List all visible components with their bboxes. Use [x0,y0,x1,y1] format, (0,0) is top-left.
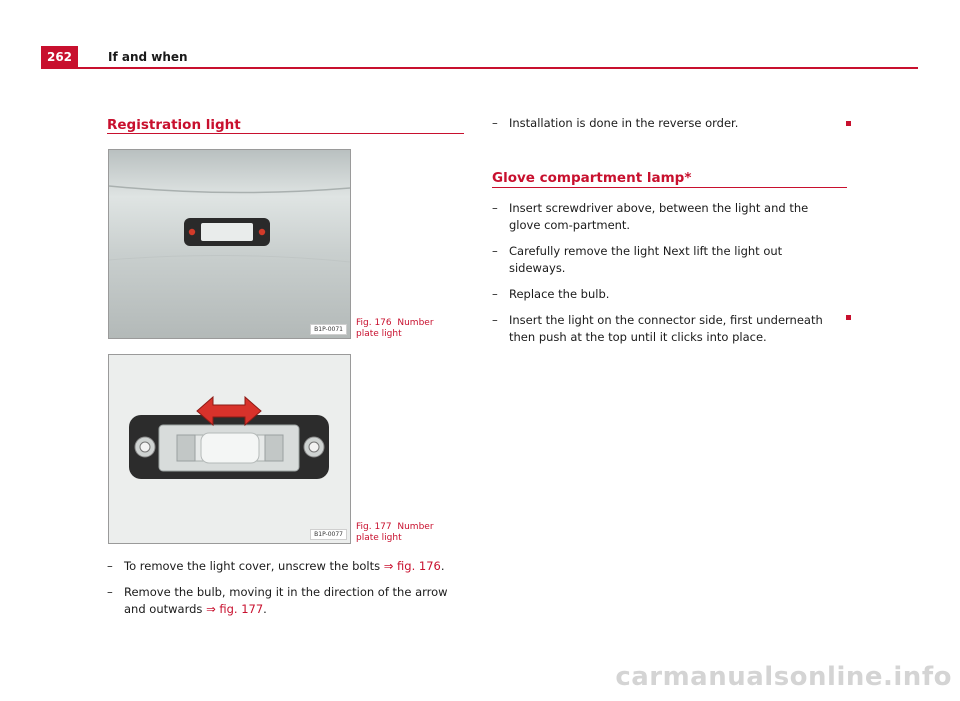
list-item: – Replace the bulb. [492,287,610,301]
list-item: – Carefully remove the light Next lift the light out sideways. [492,244,783,275]
chapter-title: If and when [108,50,188,64]
bulb-removal-diagram [109,355,350,543]
right-steps [492,200,842,346]
watermark-text: carmanualsonline.info [615,662,952,692]
section-title-registration-light: Registration light [107,117,241,133]
figure-177-image [108,354,351,544]
figure-reference-link[interactable]: ⇒ fig. 177 [206,602,264,616]
section-divider [107,133,464,134]
figure-176-caption: Fig. 176 Number plate light [356,318,434,339]
number-plate-light-photo [109,150,350,338]
figure-176-image [108,149,351,339]
section-end-marker [846,315,851,320]
list-item: – Insert screwdriver above, between the light and the glove com-partment. [492,201,809,232]
list-item: – Insert the light on the connector side, first underneath then push at the top until it clicks into place. [492,313,823,344]
figure-id-label: B1P-0077 [310,529,347,540]
left-steps [107,558,462,618]
figure-177-caption: Fig. 177 Number plate light [356,522,434,543]
figure-reference-link[interactable]: ⇒ fig. 176 [383,559,441,573]
page-number: 262 [41,46,78,68]
intro-step [492,115,847,132]
list-item: – To remove the light cover, unscrew the bolts ⇒ fig. 176. [107,559,445,573]
list-item: – Remove the bulb, moving it in the direction of the arrow and outwards ⇒ fig. 177. [107,585,448,616]
section-title-glove-compartment-lamp: Glove compartment lamp* [492,170,692,186]
header-divider [41,67,918,69]
figure-id-label: B1P-0071 [310,324,347,335]
section-divider [492,187,847,188]
list-item: – Installation is done in the reverse order. [492,116,739,130]
section-end-marker [846,121,851,126]
